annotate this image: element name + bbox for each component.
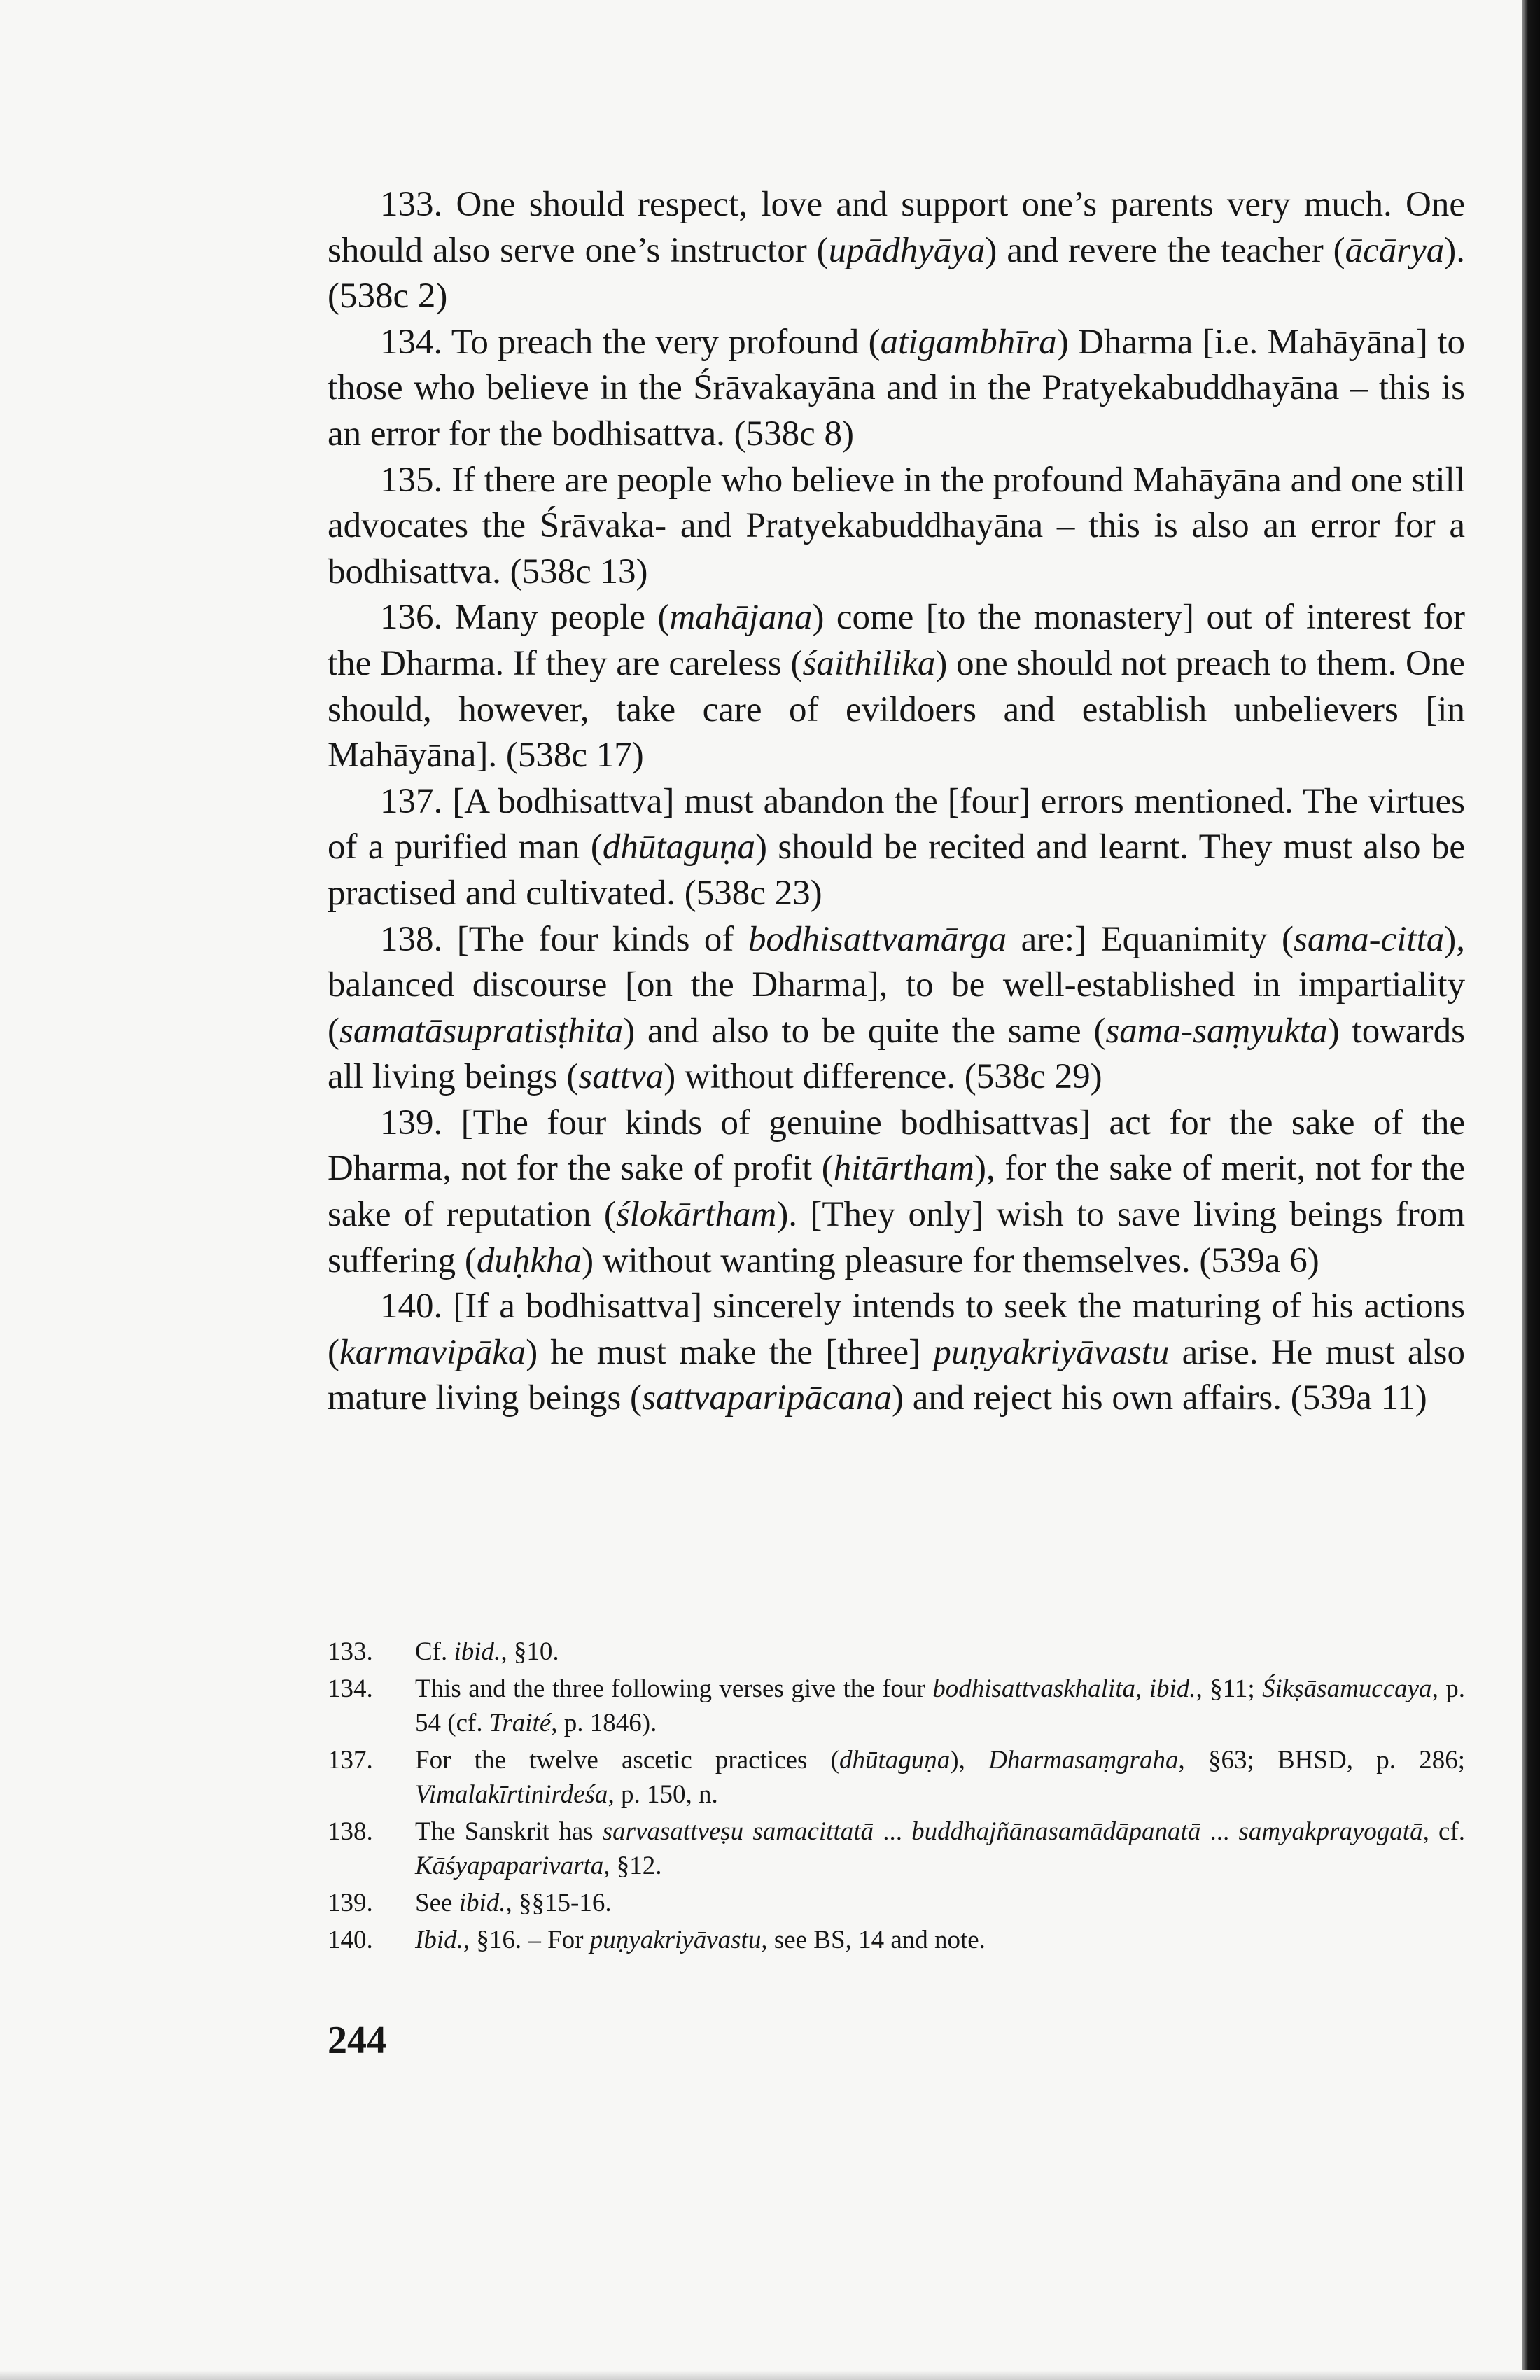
text-run: ) without difference. (538c 29) [664,1057,1102,1097]
text-run: One should respect, love and support one’s parents very much. One should also serve one’s instructor ( [328,185,1466,270]
text-run: , §10. [500,1637,559,1666]
text-run: [A bodhisattva] must abandon the [four] errors mentioned. The virtues of a purified man ( [328,781,1465,867]
text-run: , §63; BHSD, p. 286; [1178,1746,1465,1774]
text-run: Many people ( [454,598,670,638]
italic-term: Ibid. [415,1926,463,1954]
text-run: , p. 54 (cf. [415,1674,1465,1737]
verse-body [328,1287,1465,1418]
text-run: , see BS, 14 and note. [761,1926,986,1954]
footnote-text [415,1817,1465,1880]
footnote-140 [328,1923,1465,1957]
italic-term: ibid. [454,1637,501,1666]
verse-137 [328,779,1465,917]
text-run: Cf. [415,1637,454,1666]
text-run: ), balanced discourse [on the Dharma], to be well-established in impartiality ( [328,919,1466,1051]
text-run: ) Dharma [i.e. Mahāyāna] to those who believe in the Śrāvakayāna and in the Pratyekabuddhayāna – this is an error for the bodhisattva. (538c 8) [328,322,1465,454]
verse-number: 138. [380,919,443,959]
verse-136 [328,595,1465,778]
italic-term: mahājana [669,598,813,638]
italic-term: Dharmasaṃgraha [988,1746,1179,1774]
verse-number: 134. [380,322,443,362]
page-number: 244 [328,2019,386,2062]
italic-term: śaithilika [802,643,936,683]
footnote-number: 139. [328,1889,373,1917]
italic-term: sama-citta [1293,919,1445,959]
footnote-number: 140. [328,1926,373,1954]
text-run: ) and reject his own affairs. (539a 11) [891,1378,1427,1418]
italic-term: sarvasattveṣu samacittatā [602,1817,874,1846]
italic-term: dhūtaguṇa [839,1746,951,1774]
verse-body [328,1103,1465,1280]
italic-term: Traité [489,1709,552,1737]
verse-body [328,185,1465,316]
text-run: ). (538c 2) [328,230,1465,316]
text-run: , p. 150, n. [608,1780,718,1809]
text-run: ) he must make the [three] [526,1332,934,1372]
footnote-137 [328,1743,1465,1812]
italic-term: puṇyakriyāvastu [589,1926,762,1954]
text-run: This and the three following verses give the four [415,1674,933,1703]
italic-term: puṇyakriyāvastu [933,1332,1170,1372]
text-run: For the twelve ascetic practices ( [415,1746,839,1774]
italic-term: ibid. [458,1889,506,1917]
verse-body [328,598,1465,775]
text-run: , §16. – For [463,1926,590,1954]
italic-term: hitārtham [833,1149,974,1189]
text-run: To preach the very profound ( [451,322,881,362]
italic-term: sattva [578,1057,664,1097]
text-run: ), for the sake of merit, not for the sake of reputation ( [328,1149,1465,1235]
footnote-text [415,1889,612,1917]
footnote-text [415,1637,559,1666]
verse-number: 136. [380,598,443,638]
italic-term: bodhisattvamārga [748,919,1007,959]
text-run: If there are people who believe in the profound Mahāyāna and one still advocates the Śrāvaka- and Pratyekabuddhayāna – this is also an error for a bodhisattva. (538c 13) [328,460,1465,592]
text-run: ) and also to be quite the same ( [623,1011,1106,1051]
verse-body [328,323,1465,454]
text-run: are:] Equanimity ( [1007,919,1294,959]
footnote-text [415,1926,986,1954]
footnote-139 [328,1886,1465,1920]
italic-term: bodhisattvaskhalita, ibid. [932,1674,1196,1703]
footnotes [328,1634,1465,1960]
italic-term: samyakprayogatā [1238,1817,1423,1846]
italic-term: ślokārtham [615,1195,777,1235]
italic-term: duḥkha [476,1240,582,1280]
footnote-133 [328,1634,1465,1669]
verse-number: 137. [380,781,443,821]
text-run: , §12. [603,1851,662,1880]
text-run: ), [950,1746,989,1774]
verse-133 [328,182,1465,320]
verse-134 [328,320,1465,458]
text-run: ). [They only] wish to save living beings from suffering ( [328,1195,1465,1280]
italic-term: Śikṣāsamuccaya [1262,1674,1432,1703]
text-run: [The four kinds of [456,919,748,959]
italic-term: ācārya [1345,230,1445,270]
footnote-number: 138. [328,1817,373,1846]
verse-135 [328,458,1465,596]
verse-body [328,461,1465,592]
text-run: , cf. [1422,1817,1466,1846]
scan-bottom-shadow [0,2370,1540,2380]
verse-140 [328,1284,1465,1422]
verse-number: 135. [380,460,443,500]
verse-139 [328,1100,1465,1284]
italic-term: upādhyāya [828,230,986,270]
text-run: arise. He must also mature living beings ( [328,1332,1466,1418]
verse-number: 139. [380,1102,443,1142]
italic-term: samatāsupratisṭhita [339,1011,624,1051]
text-run: , §11; [1196,1674,1263,1703]
italic-term: sattvaparipācana [642,1378,892,1418]
verse-138 [328,917,1465,1100]
text-run: ... [1200,1817,1239,1846]
text-run: ) should be recited and learnt. They must also be practised and cultivated. (538c 23) [328,827,1465,913]
verse-number: 140. [380,1287,443,1326]
text-run: ) towards all living beings ( [328,1011,1465,1097]
footnote-138 [328,1814,1465,1883]
text-run: ... [874,1817,912,1846]
italic-term: atigambhīra [880,322,1057,362]
footnote-number: 133. [328,1637,373,1666]
italic-term: Kāśyapaparivarta [415,1851,604,1880]
footnote-text [415,1746,1465,1809]
footnote-text [415,1674,1465,1737]
footnote-number: 137. [328,1746,373,1774]
text-run: ) come [to the monastery] out of interest for the Dharma. If they are careless ( [328,598,1465,683]
text-run: [If a bodhisattva] sincerely intends to seek the maturing of his actions ( [328,1287,1466,1372]
text-run: ) and revere the teacher ( [985,230,1345,270]
verse-body [328,782,1465,913]
scan-edge-shadow [1522,0,1540,2380]
verse-body [328,920,1465,1097]
italic-term: sama-saṃyukta [1105,1011,1328,1051]
text-run: [The four kinds of genuine bodhisattvas] act for the sake of the Dharma, not for the sake of profit ( [328,1102,1465,1189]
main-text [328,182,1465,1422]
italic-term: karmavipāka [339,1332,526,1372]
text-run: See [415,1889,459,1917]
italic-term: dhūtaguṇa [602,827,755,867]
italic-term: Vimalakīrtinirdeśa [415,1780,608,1809]
text-run: , §§15-16. [505,1889,612,1917]
text-run: , p. 1846). [551,1709,657,1737]
text-run: ) one should not preach to them. One should, however, take care of evildoers and establish unbelievers [in Mahāyāna]. (538c 17) [328,643,1466,776]
verse-number: 133. [380,185,443,224]
text-run: The Sanskrit has [415,1817,603,1846]
footnote-number: 134. [328,1674,373,1703]
text-run: ) without wanting pleasure for themselves. (539a 6) [582,1240,1320,1280]
footnote-134 [328,1672,1465,1740]
italic-term: buddhajñānasamādāpanatā [911,1817,1201,1846]
